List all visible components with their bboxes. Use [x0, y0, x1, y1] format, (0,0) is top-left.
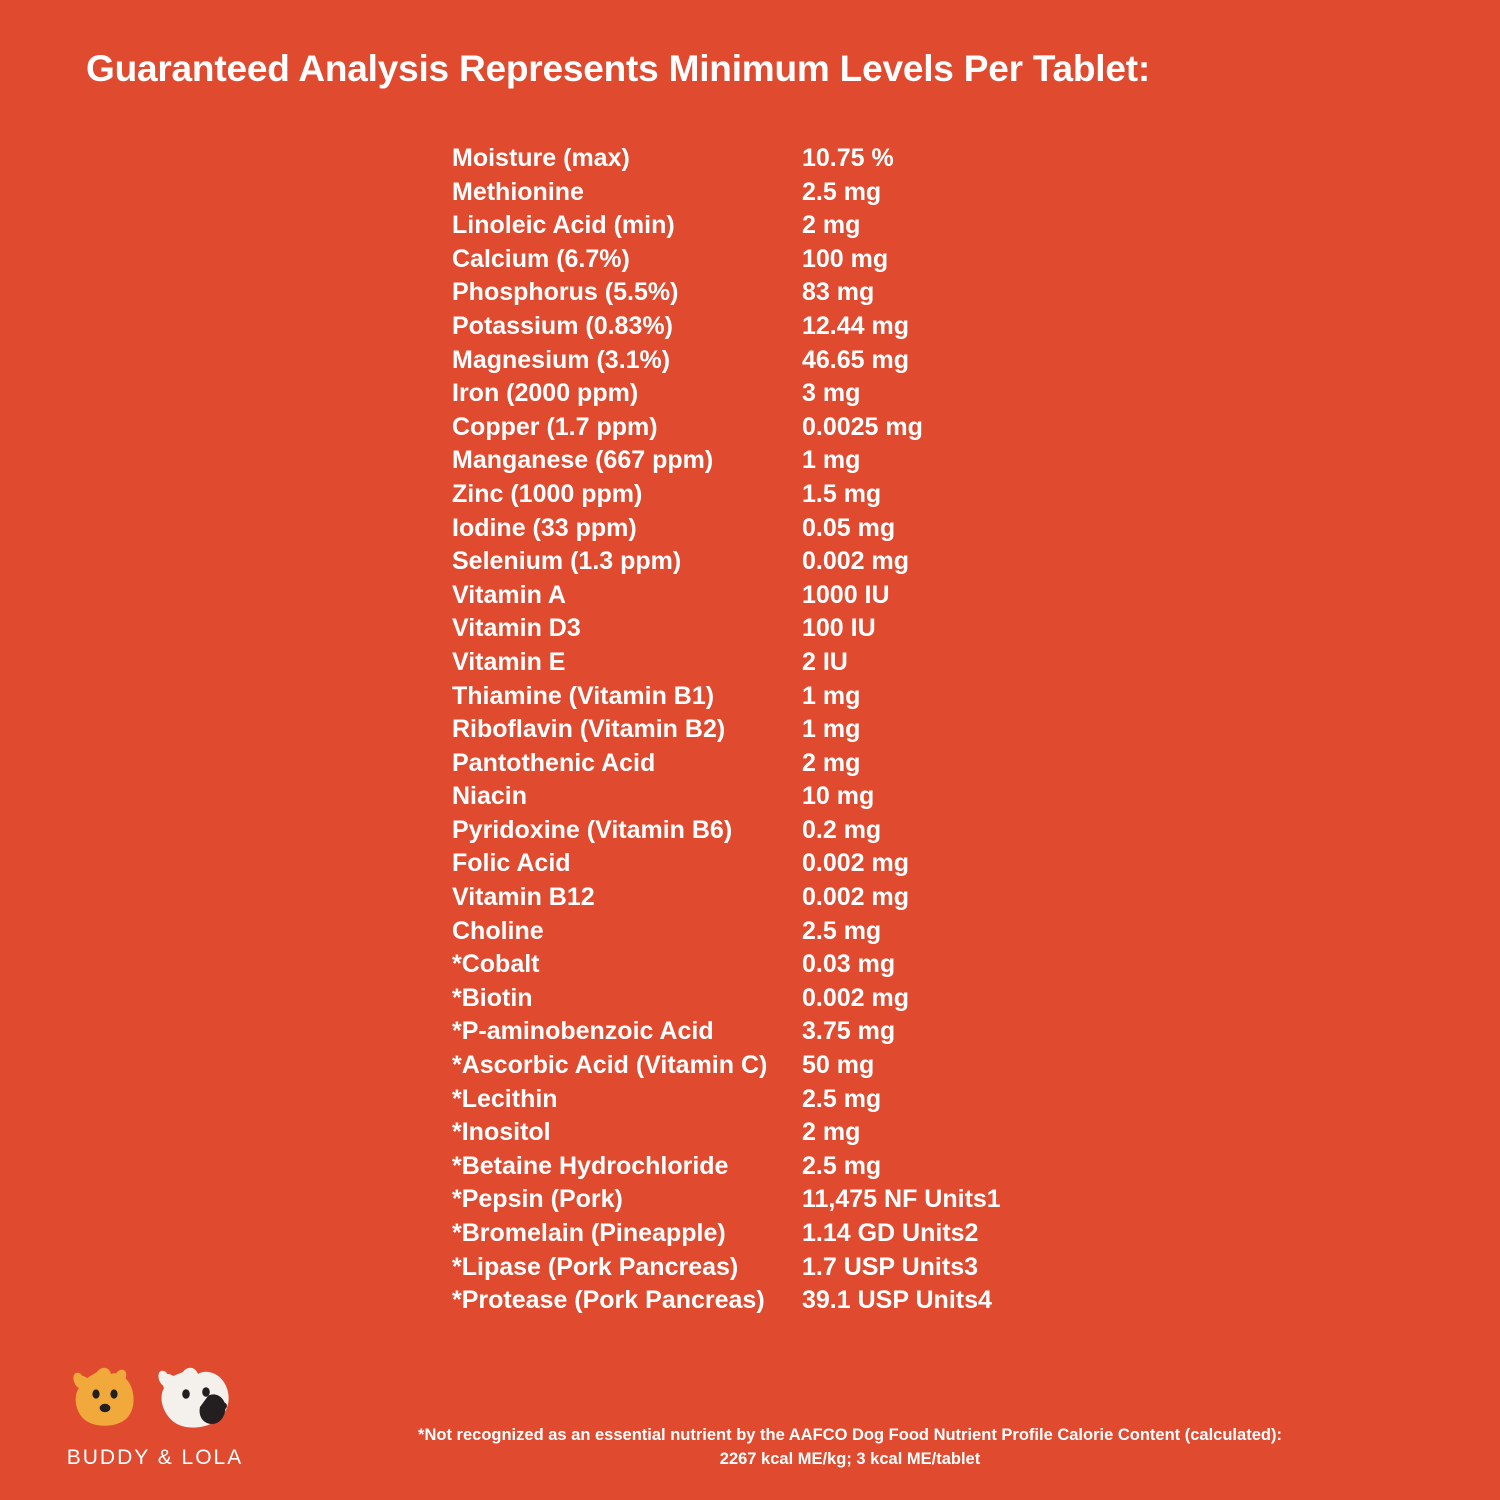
nutrient-name: Vitamin A	[452, 580, 566, 609]
nutrient-amount: 10.75 %	[802, 144, 894, 172]
nutrient-amount: 2.5 mg	[802, 1151, 882, 1180]
nutrient-name: Vitamin D3	[452, 614, 581, 643]
nutrient-amount: 1000 IU	[802, 580, 890, 609]
table-row	[452, 142, 1072, 176]
nutrient-name: *Ascorbic Acid (Vitamin C)	[452, 1051, 768, 1080]
nutrient-name: Copper (1.7 ppm)	[452, 412, 658, 441]
table-row	[452, 545, 1072, 579]
table-row	[452, 1150, 1072, 1184]
table-row	[452, 411, 1072, 445]
nutrient-name: *Inositol	[452, 1118, 551, 1147]
nutrient-amount: 46.65 mg	[802, 345, 910, 374]
nutrient-name: Methionine	[452, 177, 584, 206]
brand-name: BUDDY & LOLA	[66, 1446, 244, 1469]
nutrient-amount: 1 mg	[802, 715, 861, 744]
nutrient-name: Riboflavin (Vitamin B2)	[452, 715, 726, 744]
footnote	[260, 1424, 1440, 1472]
nutrient-name: Magnesium (3.1%)	[452, 345, 671, 374]
nutrient-amount: 1 mg	[802, 446, 861, 475]
nutrient-amount: 0.05 mg	[802, 513, 896, 542]
nutrient-amount: 0.0025 mg	[802, 412, 923, 441]
nutrient-name: Selenium (1.3 ppm)	[452, 547, 682, 576]
nutrient-amount: 1.14 GD Units2	[802, 1219, 979, 1247]
table-row	[452, 680, 1072, 714]
nutrient-amount: 3 mg	[802, 379, 861, 408]
nutrient-name: Vitamin B12	[452, 883, 595, 912]
nutrient-name: Calcium (6.7%)	[452, 244, 630, 273]
nutrient-amount: 2.5 mg	[802, 1084, 882, 1113]
nutrient-name: Moisture (max)	[452, 144, 630, 172]
nutrient-name: Linoleic Acid (min)	[452, 211, 675, 240]
nutrient-name: Potassium (0.83%)	[452, 311, 673, 340]
nutrient-amount: 100 IU	[802, 614, 876, 643]
table-row	[452, 1116, 1072, 1150]
table-row	[452, 1183, 1072, 1217]
nutrient-name: *Biotin	[452, 983, 533, 1012]
table-row	[452, 478, 1072, 512]
nutrient-name: *P-aminobenzoic Acid	[452, 1017, 714, 1046]
nutrient-name: *Lecithin	[452, 1084, 558, 1113]
nutrient-name: Choline	[452, 916, 544, 945]
table-row	[452, 209, 1072, 243]
nutrient-amount: 0.03 mg	[802, 950, 896, 979]
table-row	[452, 1284, 1072, 1318]
table-row	[452, 444, 1072, 478]
table-row	[452, 176, 1072, 210]
nutrient-amount: 100 mg	[802, 244, 889, 273]
table-row	[452, 276, 1072, 310]
table-row	[452, 1251, 1072, 1285]
footnote-line-1: *Not recognized as an essential nutrient by the AAFCO Dog Food Nutrient Profile Calorie Content (calculated):	[418, 1426, 1282, 1445]
nutrient-name: Pantothenic Acid	[452, 748, 656, 777]
table-row	[452, 814, 1072, 848]
nutrient-name: Vitamin E	[452, 647, 566, 676]
nutrient-amount: 50 mg	[802, 1051, 875, 1080]
nutrient-amount: 0.002 mg	[802, 883, 910, 912]
footnote-line-2: 2267 kcal ME/kg; 3 kcal ME/tablet	[719, 1450, 981, 1469]
nutrient-amount: 1.7 USP Units3	[802, 1252, 979, 1281]
two-dogs-icon	[65, 1352, 245, 1440]
table-row	[452, 1049, 1072, 1083]
table-row	[452, 747, 1072, 781]
nutrient-amount: 2 mg	[802, 211, 861, 240]
nutrient-name: Phosphorus (5.5%)	[452, 278, 679, 307]
table-row	[452, 713, 1072, 747]
nutrient-amount: 1.5 mg	[802, 479, 882, 508]
nutrient-name: Folic Acid	[452, 849, 571, 878]
nutrient-amount: 0.002 mg	[802, 849, 910, 878]
table-row	[452, 847, 1072, 881]
nutrient-amount: 39.1 USP Units4	[802, 1286, 992, 1315]
nutrient-amount: 11,475 NF Units1	[802, 1185, 1001, 1214]
nutrient-name: Pyridoxine (Vitamin B6)	[452, 815, 733, 844]
nutrient-name: Iron (2000 ppm)	[452, 379, 639, 408]
nutrient-amount: 1 mg	[802, 681, 861, 710]
nutrient-amount: 2 mg	[802, 748, 861, 777]
table-row	[452, 512, 1072, 546]
table-row	[452, 780, 1072, 814]
nutrient-name: Thiamine (Vitamin B1)	[452, 681, 715, 710]
table-row	[452, 982, 1072, 1016]
nutrient-name: *Betaine Hydrochloride	[452, 1151, 729, 1180]
nutrient-amount: 2 mg	[802, 1118, 861, 1147]
table-row	[452, 377, 1072, 411]
nutrient-amount: 2.5 mg	[802, 916, 882, 945]
nutrient-amount: 0.002 mg	[802, 983, 910, 1012]
nutrient-name: *Pepsin (Pork)	[452, 1185, 623, 1214]
nutrient-amount: 83 mg	[802, 278, 875, 307]
brand-logo	[40, 1352, 270, 1470]
table-row	[452, 915, 1072, 949]
table-row	[452, 579, 1072, 613]
table-row	[452, 344, 1072, 378]
page-title: Guaranteed Analysis Represents Minimum Levels Per Tablet:	[86, 48, 1151, 89]
table-row	[452, 948, 1072, 982]
nutrient-name: *Protease (Pork Pancreas)	[452, 1286, 765, 1315]
nutrient-name: Niacin	[452, 782, 528, 811]
nutrient-amount: 10 mg	[802, 782, 875, 811]
table-row	[452, 243, 1072, 277]
nutrient-name: Manganese (667 ppm)	[452, 446, 714, 475]
nutrient-name: Iodine (33 ppm)	[452, 513, 637, 542]
nutrient-name: *Cobalt	[452, 950, 540, 979]
nutrient-amount: 2 IU	[802, 647, 848, 676]
nutrient-name: *Lipase (Pork Pancreas)	[452, 1252, 739, 1281]
nutrient-name: *Bromelain (Pineapple)	[452, 1219, 726, 1247]
table-row	[452, 1015, 1072, 1049]
table-row	[452, 881, 1072, 915]
nutrient-amount: 12.44 mg	[802, 311, 910, 340]
table-row	[452, 1083, 1072, 1117]
nutrient-name: Zinc (1000 ppm)	[452, 479, 643, 508]
nutrient-amount: 3.75 mg	[802, 1017, 896, 1046]
table-row	[452, 646, 1072, 680]
table-row	[452, 612, 1072, 646]
nutrient-amount: 0.2 mg	[802, 815, 882, 844]
nutrient-amount: 0.002 mg	[802, 547, 910, 576]
table-row	[452, 1217, 1072, 1251]
table-row	[452, 310, 1072, 344]
guaranteed-analysis-table	[452, 142, 1072, 1318]
nutrient-amount: 2.5 mg	[802, 177, 882, 206]
